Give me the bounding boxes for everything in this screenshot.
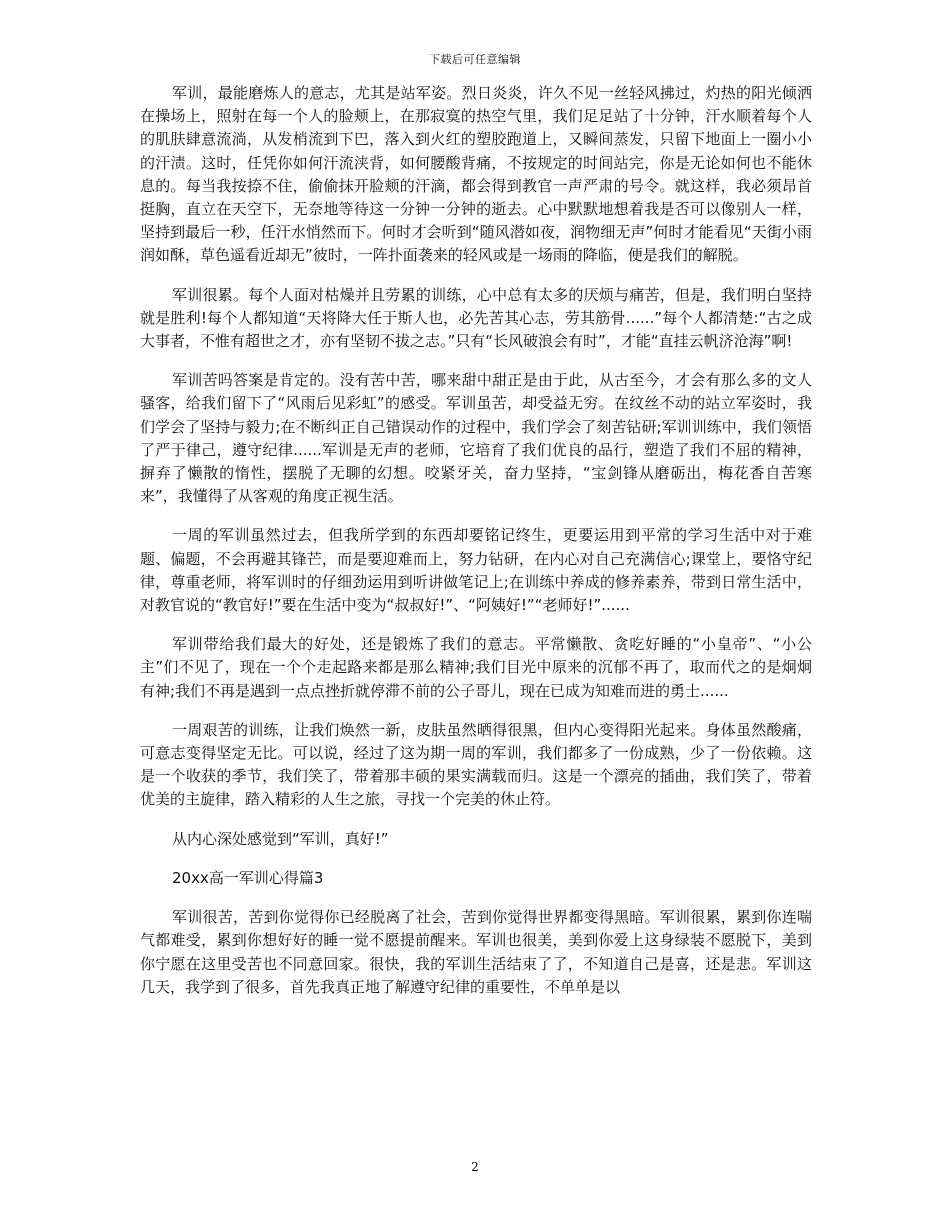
section-heading: 20xx高一军训心得篇3	[172, 868, 324, 887]
paragraph-6: 一周艰苦的训练，让我们焕然一新，皮肤虽然晒得很黑，但内心变得阳光起来。身体虽然酸痛，可意志变得坚定无比。可以说，经过了这为期一周的军训，我们都多了一份成熟，少了一份依赖。这是一个收获的季节，我们笑了，带着那丰硕的果实满载而归。这是一个漂亮的插曲，我们笑了，带着优美的主旋律，踏入精彩的人生之旅，寻找一个完美的休止符。	[140, 720, 812, 809]
paragraph-3: 军训苦吗答案是肯定的。没有苦中苦，哪来甜中甜正是由于此，从古至今，才会有那么多的文人骚客，给我们留下了“风雨后见彩虹”的感受。军训虽苦，却受益无穷。在纹丝不动的站立军姿时，我们学会了坚持与毅力;在不断纠正自己错误动作的过程中，我们学会了刻苦钻研;军训训练中，我们领悟了严于律己，遵守纪律......军训是无声的老师，它培育了我们优良的品行，塑造了我们不屈的精神，摒弃了懒散的惰性，摆脱了无聊的幻想。咬紧牙关，奋力坚持，“宝剑锋从磨砺出，梅花香自苦寒来”，我懂得了从客观的角度正视生活。	[140, 371, 812, 506]
paragraph-2: 军训很累。每个人面对枯燥并且劳累的训练，心中总有太多的厌烦与痛苦，但是，我们明白坚持就是胜利!每个人都知道“天将降大任于斯人也，必先苦其心志，劳其筋骨......”每个人都清楚:“古之成大事者，不惟有超世之才，亦有坚韧不拔之志。”只有“长风破浪会有时”，才能“直挂云帆济沧海”啊!	[140, 285, 812, 351]
paragraph-8: 军训很苦，苦到你觉得你已经脱离了社会，苦到你觉得世界都变得黑暗。军训很累，累到你连喘气都难受，累到你想好好的睡一觉不愿提前醒来。军训也很美，美到你爱上这身绿装不愿脱下，美到你宁愿在这里受苦也不同意回家。很快，我的军训生活结束了了，不知道自己是喜，还是悲。军训这几天，我学到了很多，首先我真正地了解遵守纪律的重要性，不单单是以	[140, 908, 812, 996]
paragraph-5: 军训带给我们最大的好处，还是锻炼了我们的意志。平常懒散、贪吃好睡的“小皇帝”、“小公主”们不见了，现在一个个走起路来都是那么精神;我们目光中原来的沉郁不再了，取而代之的是炯炯有神;我们不再是遇到一点点挫折就停滞不前的公子哥儿，现在已成为知难而进的勇士......	[140, 635, 812, 700]
document-body	[140, 82, 812, 1015]
paragraph-7: 从内心深处感觉到“军训，真好!”	[172, 829, 389, 848]
page-header: 下载后可任意编辑	[429, 53, 521, 66]
paragraph-1: 军训，最能磨炼人的意志，尤其是站军姿。烈日炎炎，许久不见一丝轻风拂过，灼热的阳光倾洒在操场上，照射在每一个人的脸颊上，在那寂寞的热空气里，我们足足站了十分钟，汗水顺着每个人的肌肤肆意流淌，从发梢流到下巴，落入到火红的塑胶跑道上，又瞬间蒸发，只留下地面上一圈小小的汗渍。这时，任凭你如何汗流浃背，如何腰酸背痛，不按规定的时间站完，你是无论如何也不能休息的。每当我按捺不住，偷偷抹开脸颊的汗滴，都会得到教官一声严肃的号令。就这样，我必须昂首挺胸，直立在天空下，无奈地等待这一分钟一分钟的逝去。心中默默地想着我是否可以像别人一样，坚持到最后一秒，任汗水悄然而下。何时才会听到“随风潜如夜，润物细无声”何时才能看见“天街小雨润如酥，草色遥看近却无”彼时，一阵扑面袭来的轻风或是一场雨的降临，便是我们的解脱。	[140, 84, 812, 265]
paragraph-4: 一周的军训虽然过去，但我所学到的东西却要铭记终生，更要运用到平常的学习生活中对于难题、偏题，不会再避其锋芒，而是要迎难而上，努力钻研，在内心对自己充满信心;课堂上，要恪守纪律，尊重老师，将军训时的仔细劲运用到听讲做笔记上;在训练中养成的修养素养，带到日常生活中，对教官说的“教官好!”要在生活中变为“叔叔好!”、“阿姨好!”“老师好!”......	[140, 526, 812, 615]
page-number: 2	[471, 1160, 479, 1174]
